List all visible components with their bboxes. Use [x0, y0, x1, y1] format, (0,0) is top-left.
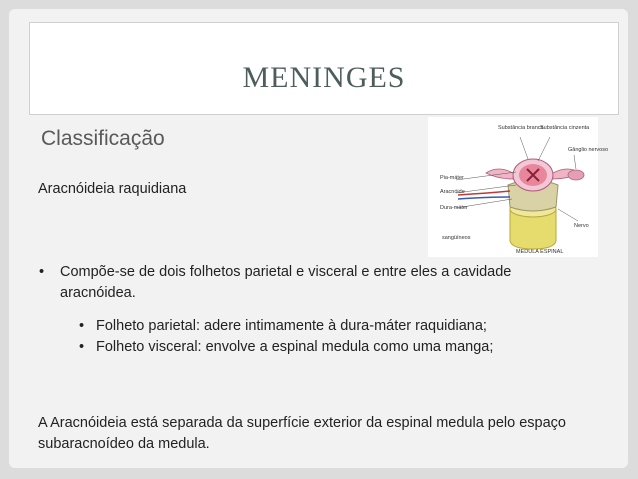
bullet-marker: • [79, 318, 85, 334]
bullet-marker: • [79, 339, 85, 355]
list-item [38, 262, 558, 304]
figure-label: sangüíneos [442, 235, 471, 241]
bullet-list [38, 262, 558, 358]
figure-label: Substância cinzenta [540, 125, 590, 131]
figure-label: Nervo [574, 223, 589, 229]
figure-label: Substância branca [498, 125, 544, 131]
section-heading: Aracnóideia raquidiana [38, 181, 187, 197]
figure-label: Pia-máter [440, 175, 464, 181]
bullet-text: Compõe-se de dois folhetos parietal e visceral e entre eles a cavidade aracnóidea. [60, 264, 512, 301]
figure-label: Aracnóide [440, 189, 465, 195]
figure-label: Dura-máter [440, 205, 468, 211]
bullet-marker: • [39, 264, 45, 280]
sub-bullet-list [78, 316, 558, 358]
figure-caption: MEDULA ESPINAL [516, 249, 564, 255]
title-box [29, 22, 619, 115]
slide-title: MENINGES [242, 61, 406, 94]
slide [9, 9, 628, 468]
list-item [78, 337, 558, 358]
sub-bullet-text: Folheto visceral: envolve a espinal medula como uma manga; [96, 339, 494, 355]
spinal-cord-illustration [428, 117, 609, 257]
sub-bullet-text: Folheto parietal: adere intimamente à dura-máter raquidiana; [96, 318, 487, 334]
slide-subtitle: Classificação [41, 127, 165, 150]
figure-label: Gânglio nervoso [568, 147, 609, 153]
list-item [78, 316, 558, 337]
footer-paragraph: A Aracnóideia está separada da superfície exterior da espinal medula pelo espaço subaracnoídeo da medula. [38, 415, 566, 452]
